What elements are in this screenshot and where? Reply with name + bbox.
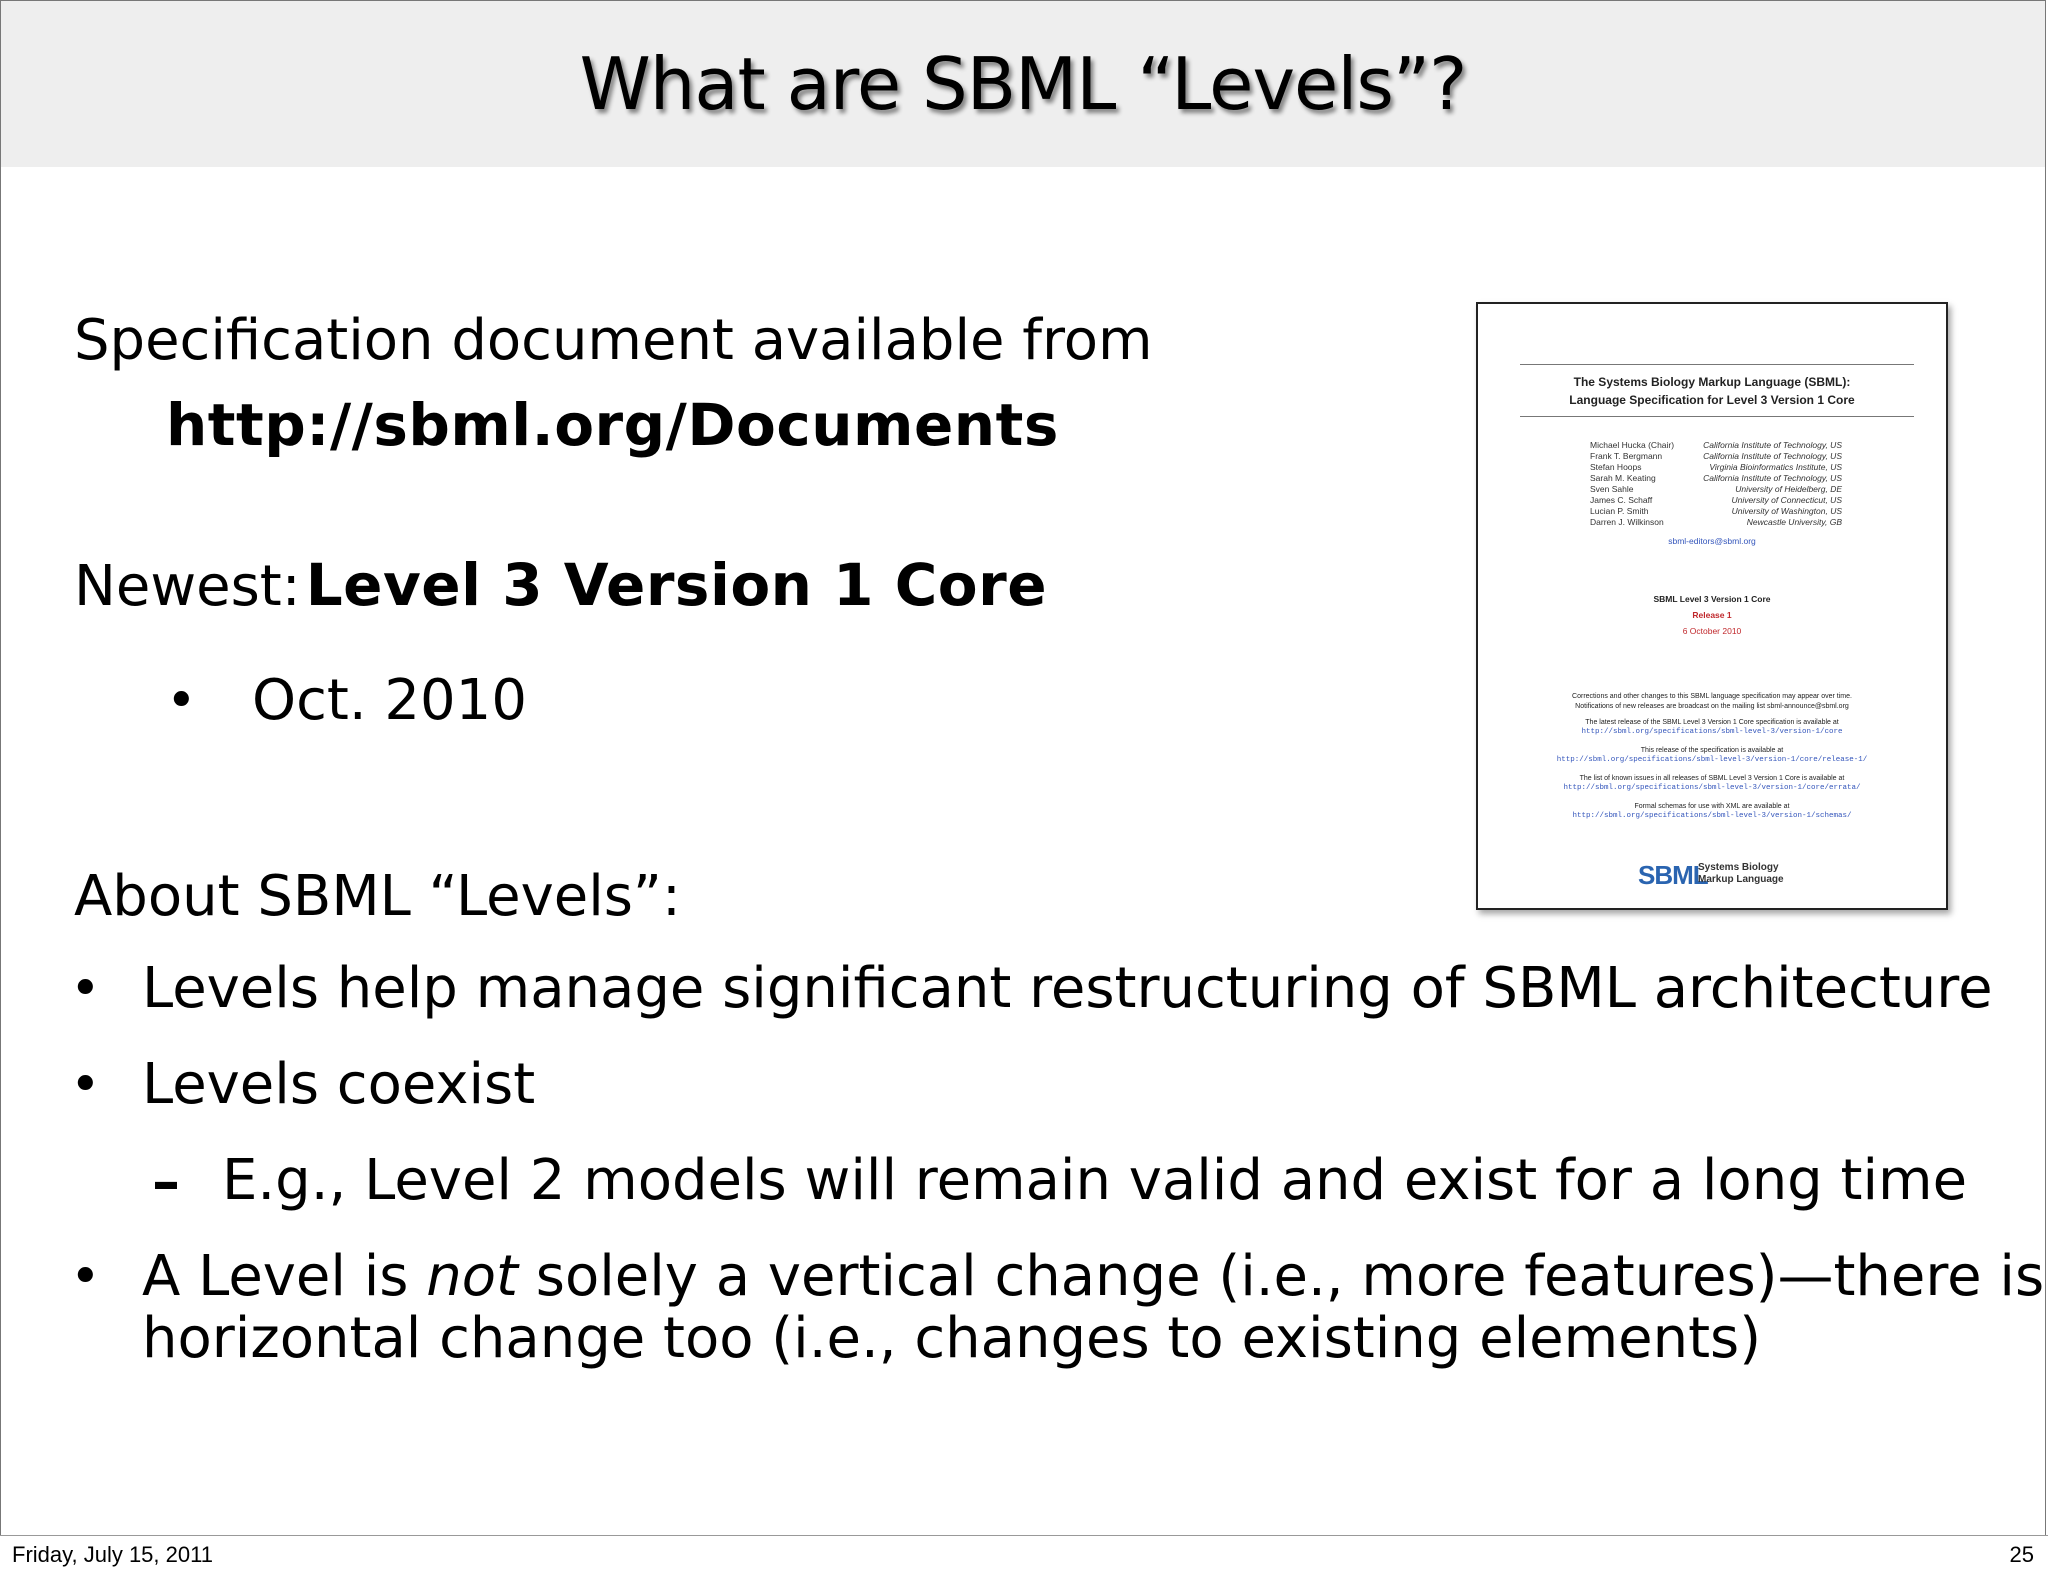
newest-label: Newest: [74, 554, 301, 619]
doc-note: Formal schemas for use with XML are available at [1634, 803, 1790, 810]
logo-caption-line-2: Markup Language [1698, 874, 1784, 885]
newest-value: Level 3 Version 1 Core [305, 551, 1048, 619]
author-name: Michael Hucka (Chair) [1590, 440, 1675, 450]
author-name: Lucian P. Smith [1590, 506, 1649, 516]
spec-url-link[interactable]: http://sbml.org/Documents [166, 391, 1059, 459]
author-institution: Newcastle University, GB [1746, 517, 1842, 527]
footer-date: Friday, July 15, 2011 [12, 1542, 213, 1567]
author-institution: University of Washington, US [1731, 506, 1842, 516]
bullet-item-1: Levels help manage significant restructuring of SBML architecture [142, 956, 1993, 1021]
logo-caption-line-1: Systems Biology [1698, 862, 1779, 873]
doc-release: Release 1 [1692, 610, 1732, 620]
sub-bullet-item: E.g., Level 2 models will remain valid and exist for a long time [222, 1148, 1968, 1213]
doc-note: The list of known issues in all releases of SBML Level 3 Version 1 Core is available at [1579, 775, 1845, 782]
author-name: Sarah M. Keating [1590, 473, 1656, 483]
doc-note: This release of the specification is available at [1640, 747, 1784, 754]
author-institution: University of Connecticut, US [1731, 495, 1842, 505]
bullet-item-3 [142, 1244, 2044, 1310]
author-name: Frank T. Bergmann [1590, 451, 1663, 461]
bullet3-text-pre: A Level is [142, 1244, 427, 1309]
dash-bullet-icon: – [152, 1150, 180, 1215]
bullet-item-3-line-2: horizontal change too (i.e., changes to existing elements) [142, 1306, 1762, 1371]
author-name: Sven Sahle [1590, 484, 1634, 494]
slide-title: What are SBML “Levels”? [579, 42, 1467, 126]
author-name: Darren J. Wilkinson [1590, 517, 1664, 527]
doc-title-line-1: The Systems Biology Markup Language (SBML): [1573, 375, 1851, 389]
about-heading: About SBML “Levels”: [74, 864, 681, 929]
doc-link: http://sbml.org/specifications/sbml-level-3/version-1/core [1581, 728, 1843, 736]
author-institution: California Institute of Technology, US [1703, 451, 1842, 461]
bullet3-text-post: solely a vertical change (i.e., more features)—there is [517, 1244, 2045, 1309]
bullet-dot-icon: • [70, 959, 101, 1019]
spec-document-thumbnail [1476, 302, 1948, 910]
doc-note: Notifications of new releases are broadcast on the mailing list sbml-announce@sbml.org [1575, 703, 1849, 710]
author-name: James C. Schaff [1590, 495, 1653, 505]
bullet-dot-icon: • [70, 1055, 101, 1115]
author-institution: Virginia Bioinformatics Institute, US [1709, 462, 1842, 472]
bullet-dot-icon: • [70, 1247, 101, 1307]
author-name: Stefan Hoops [1590, 462, 1642, 472]
doc-link: http://sbml.org/specifications/sbml-level-3/version-1/core/release-1/ [1556, 756, 1868, 764]
doc-contact-email: sbml-editors@sbml.org [1668, 536, 1756, 546]
doc-title-line-2: Language Specification for Level 3 Version 1 Core [1569, 393, 1855, 407]
doc-date: 6 October 2010 [1682, 626, 1742, 636]
spec-intro-text: Specification document available from [74, 308, 1153, 373]
author-institution: University of Heidelberg, DE [1735, 484, 1842, 494]
doc-link: http://sbml.org/specifications/sbml-level-3/version-1/core/errata/ [1563, 784, 1861, 792]
title-bar [1, 1, 2045, 167]
footer-divider [0, 1535, 2048, 1536]
bullet-dot-icon: • [166, 671, 197, 731]
bullet-item-2: Levels coexist [142, 1052, 536, 1117]
doc-rule [1520, 364, 1914, 365]
author-institution: California Institute of Technology, US [1703, 473, 1842, 483]
newest-line [74, 552, 1047, 620]
bullet3-emphasis: not [426, 1244, 518, 1309]
doc-level-title: SBML Level 3 Version 1 Core [1653, 594, 1771, 604]
page-number: 25 [2009, 1542, 2034, 1567]
doc-link: http://sbml.org/specifications/sbml-level-3/version-1/schemas/ [1572, 812, 1852, 820]
doc-note: The latest release of the SBML Level 3 Version 1 Core specification is available at [1585, 719, 1839, 726]
author-institution: California Institute of Technology, US [1703, 440, 1842, 450]
doc-rule [1520, 416, 1914, 417]
sbml-logo-icon: SBML [1638, 860, 1708, 890]
doc-note: Corrections and other changes to this SBML language specification may appear over time. [1572, 693, 1852, 700]
sbml-logo-caption [1698, 862, 1784, 886]
newest-date: Oct. 2010 [252, 668, 527, 733]
